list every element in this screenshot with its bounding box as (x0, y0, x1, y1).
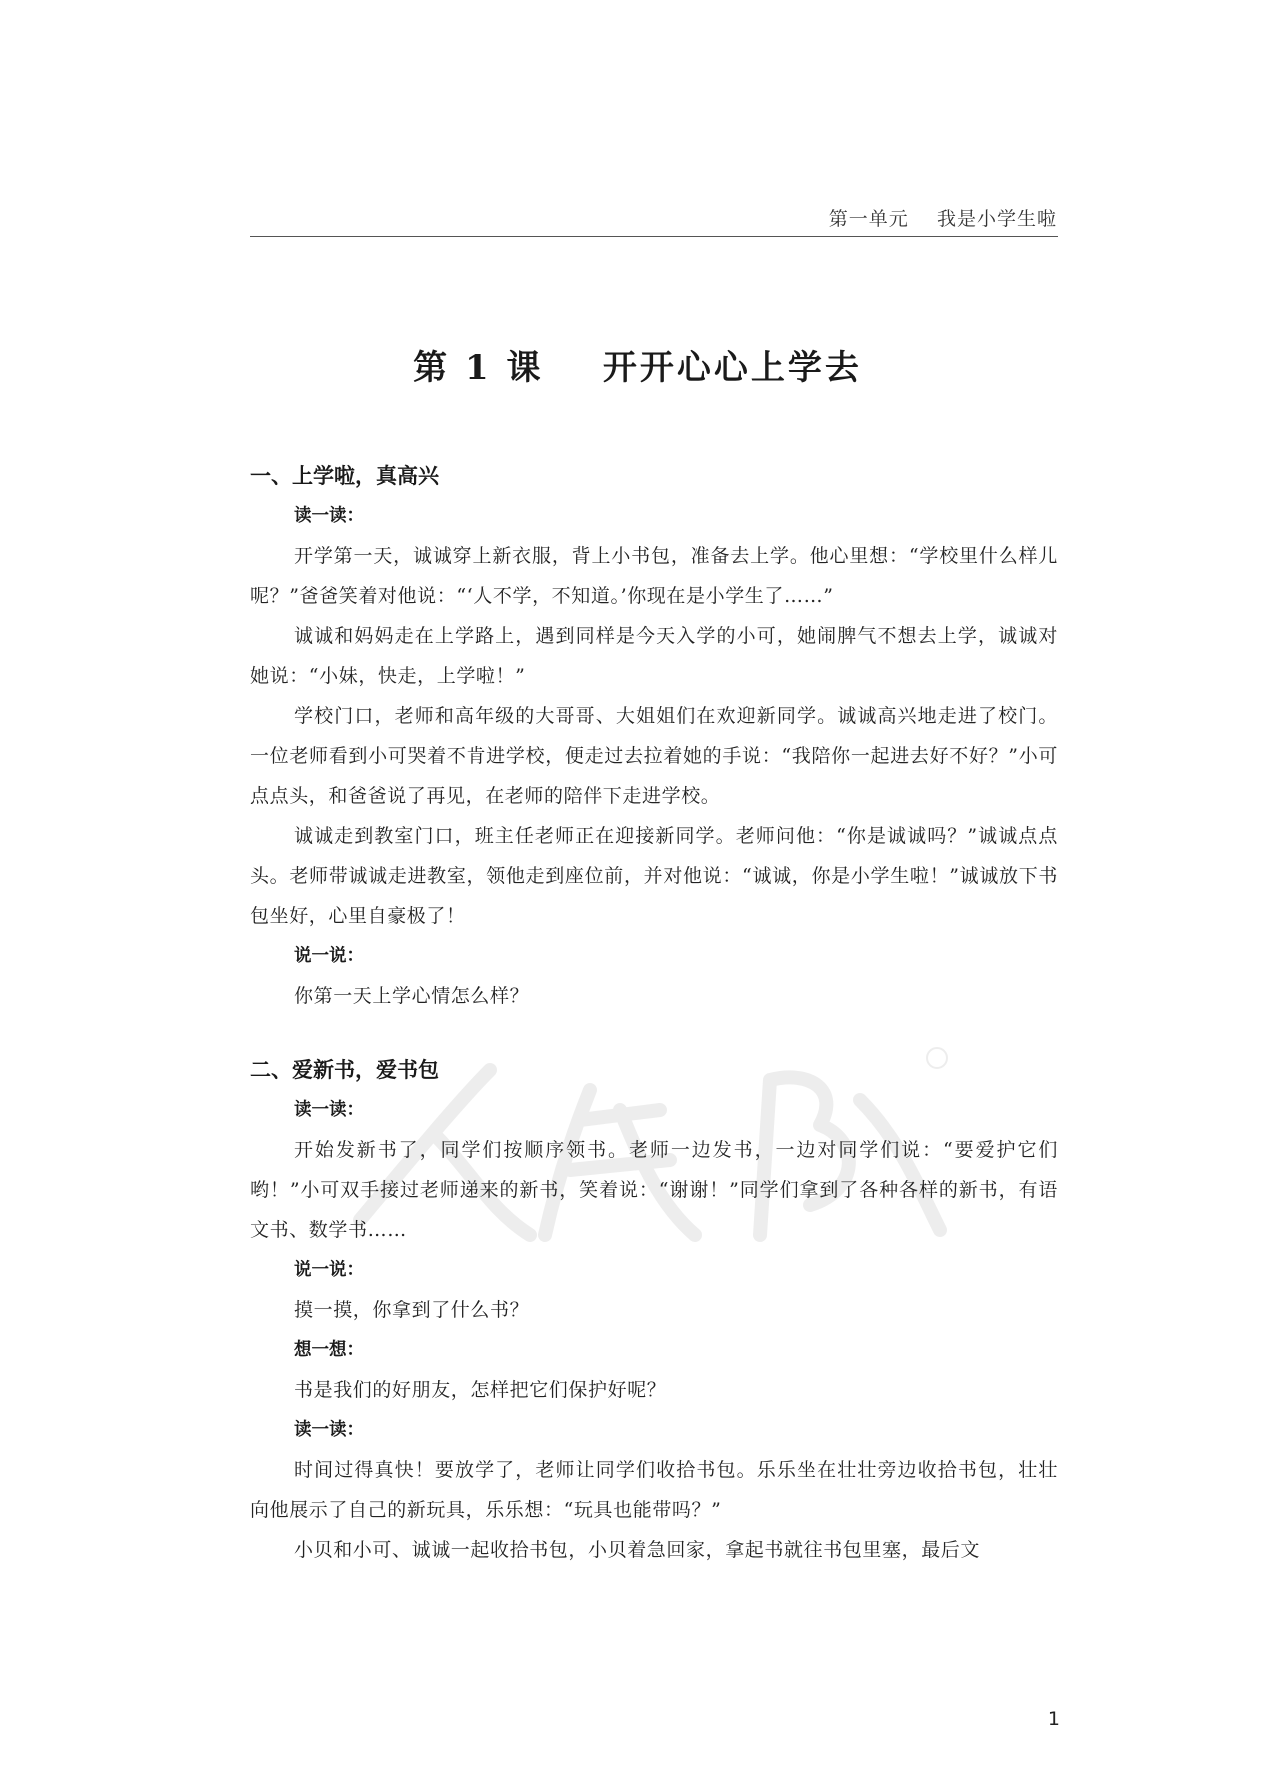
lesson-number: 第 1 课 (413, 348, 544, 388)
body-paragraph: 学校门口，老师和高年级的大哥哥、大姐姐们在欢迎新同学。诚诚高兴地走进了校门。一位老师看到小可哭着不肯进学校，便走过去拉着她的手说：“我陪你一起进去好不好？”小可点点头，和爸爸说了再见，在老师的陪伴下走进学校。 (250, 705, 1058, 807)
body-paragraph: 开始发新书了，同学们按顺序领书。老师一边发书，一边对同学们说：“要爱护它们哟！”小可双手接过老师递来的新书，笑着说：“谢谢！”同学们拿到了各种各样的新书，有语文书、数学书…… (250, 1139, 1058, 1241)
body-paragraph: 时间过得真快！要放学了，老师让同学们收拾书包。乐乐坐在壮壮旁边收拾书包，壮壮向他展示了自己的新玩具，乐乐想：“玩具也能带吗？” (250, 1459, 1058, 1521)
body-paragraph: 书是我们的好朋友，怎样把它们保护好呢？ (294, 1379, 667, 1401)
body-paragraph: 诚诚和妈妈走在上学路上，遇到同样是今天入学的小可，她闹脾气不想去上学，诚诚对她说：“小妹，快走，上学啦！” (250, 625, 1058, 687)
page-number: 1 (1047, 1708, 1060, 1730)
body-paragraph: 你第一天上学心情怎么样？ (294, 985, 530, 1007)
activity-label: 说一说： (294, 946, 364, 966)
activity-label: 想一想： (294, 1340, 364, 1360)
section-heading: 二、爱新书，爱书包 (250, 1058, 439, 1082)
section-heading: 一、上学啦，真高兴 (250, 464, 439, 488)
activity-label: 读一读： (294, 506, 364, 526)
lesson-title (0, 340, 1275, 389)
header-rule (250, 236, 1058, 237)
running-header (829, 204, 1057, 231)
lesson-name: 开开心心上学去 (602, 348, 862, 388)
activity-label: 读一读： (294, 1100, 364, 1120)
body-paragraph: 开学第一天，诚诚穿上新衣服，背上小书包，准备去上学。他心里想：“学校里什么样儿呢？”爸爸笑着对他说：“‘人不学，不知道。’你现在是小学生了……” (250, 545, 1058, 607)
lesson-section (250, 456, 1058, 1016)
body-paragraph: 摸一摸，你拿到了什么书？ (294, 1299, 530, 1321)
body-paragraph: 小贝和小可、诚诚一起收拾书包，小贝着急回家，拿起书就往书包里塞，最后文 (294, 1539, 981, 1561)
activity-label: 说一说： (294, 1260, 364, 1280)
lesson-content (250, 456, 1058, 1604)
activity-label: 读一读： (294, 1420, 364, 1440)
header-unit-title: 我是小学生啦 (936, 208, 1057, 230)
body-paragraph: 诚诚走到教室门口，班主任老师正在迎接新同学。老师问他：“你是诚诚吗？”诚诚点点头。老师带诚诚走进教室，领他走到座位前，并对他说：“诚诚，你是小学生啦！”诚诚放下书包坐好，心里自豪极了！ (250, 825, 1058, 927)
header-unit-label: 第一单元 (828, 208, 909, 230)
lesson-section (250, 1050, 1058, 1570)
